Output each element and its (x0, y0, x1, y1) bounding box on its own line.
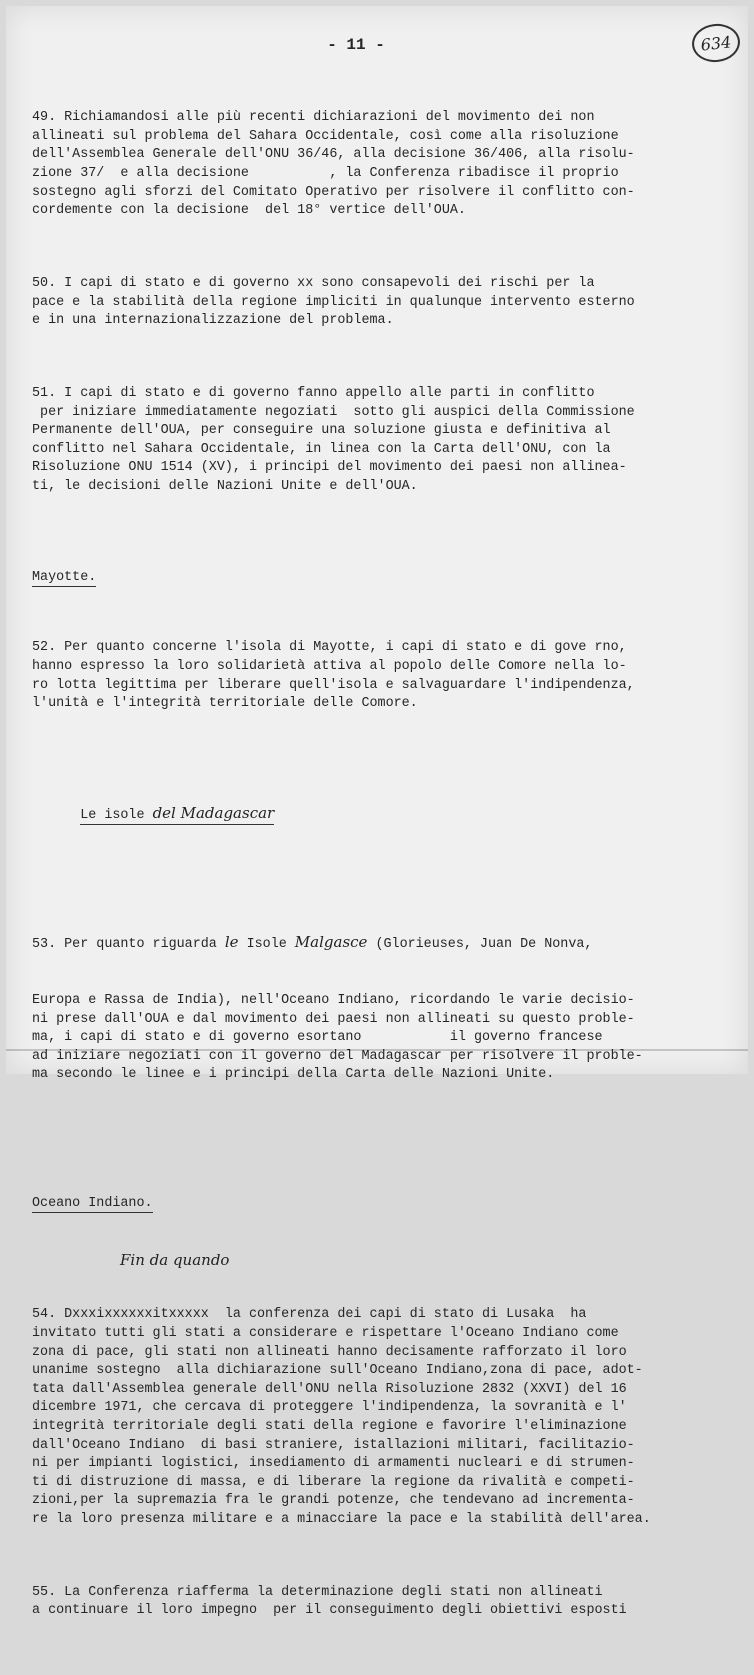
text-line: zione 37/ e alla decisione , la Conferenza ribadisce il proprio (32, 165, 619, 181)
text-line: dicembre 1971, che cercava di proteggere l'indipendenza, la sovranità e l' (32, 1400, 627, 1416)
text-line: pace e la stabilità della regione impliciti in qualunque intervento esterno (32, 294, 635, 310)
heading-isole-typed: Le isole (80, 808, 145, 824)
text-line: 49. Richiamandosi alle più recenti dichiarazioni del movimento dei non (32, 110, 595, 126)
text-line: tata dall'Assemblea generale dell'ONU nella Risoluzione 2832 (XXVI) del 16 (32, 1381, 627, 1397)
text-line: zioni,per la supremazia fra le grandi potenze, che tendevano ad incrementa- (32, 1493, 635, 1509)
text-line: 52. Per quanto concerne l'isola di Mayotte, i capi di stato e di gove rno, (32, 640, 627, 656)
paragraph-52 (32, 639, 742, 713)
paragraph-49 (32, 109, 742, 221)
text-line: Risoluzione ONU 1514 (XV), i principi del movimento dei paesi non allinea- (32, 460, 627, 476)
text-line: zona di pace, gli stati non allineati hanno decisamente rafforzato il loro (32, 1344, 627, 1360)
text-line: e in una internazionalizzazione del problema. (32, 313, 394, 329)
text-line: 54. Dxxxixxxxxxitxxxxx la conferenza dei capi di stato di Lusaka ha (32, 1307, 587, 1323)
text-line: 55. La Conferenza riafferma la determinazione degli stati non allineati (32, 1584, 603, 1600)
text-line: integrità territoriale degli stati della regione e favorire l'eliminazione (32, 1419, 627, 1434)
text-line: ma, i capi di stato e di governo esortano il governo francese (32, 1030, 603, 1046)
text-line: Europa e Rassa de India), nell'Oceano Indiano, ricordando le varie decisio- (32, 992, 635, 1008)
document-page (6, 6, 748, 1619)
paragraph-53-first-line (32, 933, 742, 955)
page-fold-shadow (6, 1049, 748, 1051)
paragraph-54 (32, 1306, 742, 1529)
heading-oceano-indiano: Oceano Indiano. (32, 1195, 153, 1211)
text-line: ni prese dall'OUA e dal movimento dei paesi non allineati su questo proble- (32, 1011, 635, 1027)
text-line: allineati sul problema del Sahara Occidentale, così come alla risoluzione (32, 128, 619, 144)
text-line: l'unità e l'integrità territoriale delle Comore. (32, 696, 418, 712)
p53-handwritten-malgasce: Malgasce (294, 933, 368, 952)
text-line: re la loro presenza militare e a minacciare la pace e la stabilità dell'area. (32, 1511, 651, 1527)
text-line: per iniziare immediatamente negoziati sotto gli auspici della Commissione (32, 404, 635, 420)
page-number: - 11 - (327, 36, 385, 54)
document-body (32, 72, 742, 1675)
text-line: unanime sostegno alla dichiarazione sull'Oceano Indiano,zona di pace, adot- (32, 1363, 643, 1379)
paragraph-53-lines (32, 992, 742, 1085)
heading-mayotte: Mayotte. (32, 570, 97, 586)
text-line: conflitto nel Sahara Occidentale, in linea con la Carta dell'ONU, con la (32, 441, 611, 457)
text-line: ti, le decisioni delle Nazioni Unite e dell'OUA. (32, 478, 418, 494)
handwritten-page-annotation: 634 (690, 22, 742, 65)
text-line: Permanente dell'OUA, per conseguire una soluzione giusta e definitiva al (32, 423, 611, 439)
text-line: ma secondo le linee e i principi della Carta delle Nazioni Unite. (32, 1067, 555, 1083)
text-line: 50. I capi di stato e di governo xx sono consapevoli dei rischi per la (32, 275, 595, 291)
text-line: a continuare il loro impegno per il conseguimento degli obiettivi esposti (32, 1603, 627, 1619)
p53-handwritten-le: le (224, 933, 239, 952)
paragraph-54-handwritten-insert: Fin da quando (120, 1250, 230, 1269)
p53-rest: (Glorieuses, Juan De Nonva, (367, 937, 593, 953)
paragraph-55 (32, 1584, 742, 1621)
text-line: ad iniziare negoziati con il governo del Madagascar per risolvere il proble- (32, 1048, 643, 1064)
p53-intro: 53. Per quanto riguarda (32, 937, 225, 953)
heading-isole (80, 805, 274, 825)
text-line: invitato tutti gli stati a considerare e rispettare l'Oceano Indiano come (32, 1326, 619, 1342)
text-line: ro lotta legittima per liberare quell'isola e salvaguardare l'indipendenza, (32, 677, 635, 693)
paragraph-50 (32, 275, 742, 331)
heading-isole-handwritten: del Madagascar (152, 804, 275, 823)
text-line: ti di distruzione di massa, e di liberare la regione da rivalità e competi- (32, 1474, 635, 1490)
paragraph-53 (32, 896, 742, 1122)
text-line: ni per impianti logistici, insediamento di armamenti nucleari e di strumen- (32, 1456, 635, 1472)
text-line: hanno espresso la loro solidarietà attiva al popolo delle Comore nella lo- (32, 659, 627, 675)
text-line: cordemente con la decisione del 18° vertice dell'OUA. (32, 203, 466, 219)
text-line: sostegno agli sforzi del Comitato Operativo per risolvere il conflitto con- (32, 184, 635, 200)
text-line: dall'Oceano Indiano di basi straniere, istallazioni militari, facilitazio- (32, 1437, 635, 1453)
p53-mid: Isole (238, 937, 295, 953)
paragraph-51 (32, 385, 742, 497)
text-line: 51. I capi di stato e di governo fanno appello alle parti in conflitto (32, 385, 595, 401)
text-line: dell'Assemblea Generale dell'ONU 36/46, alla decisione 36/406, alla risolu- (32, 147, 635, 163)
